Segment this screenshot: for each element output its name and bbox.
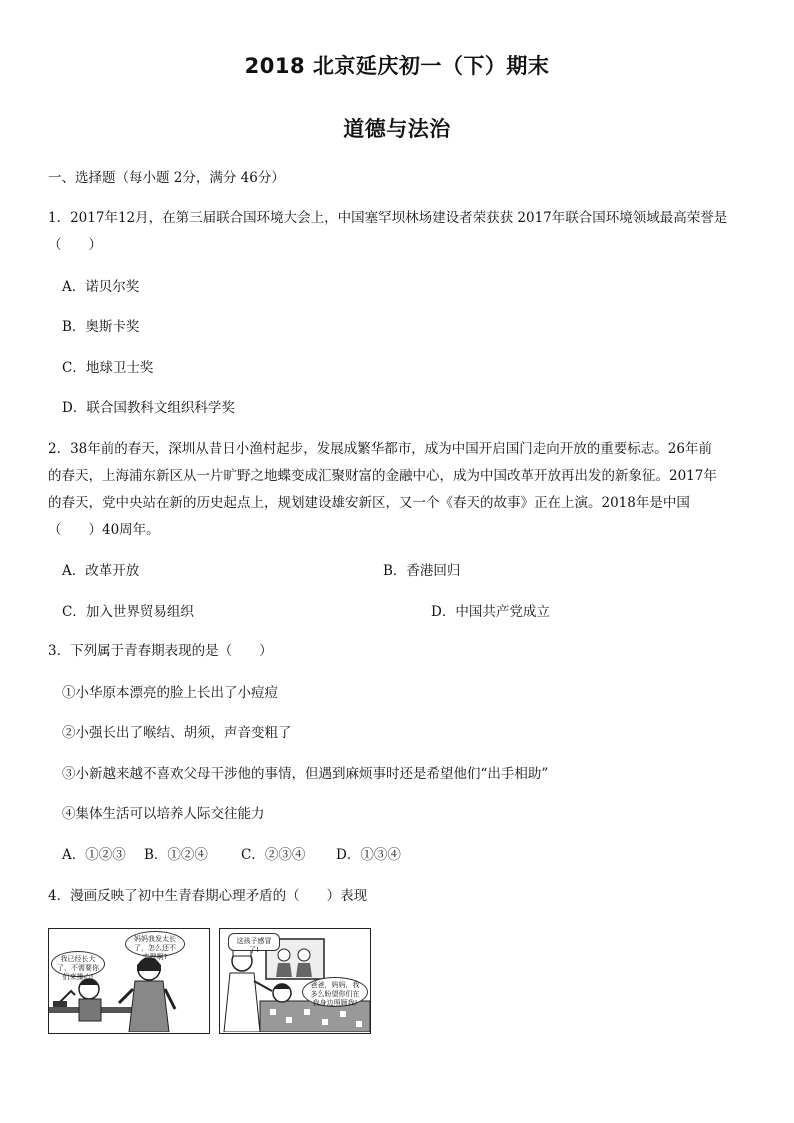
q2-stem-line-3: 的春天，党中央站在新的历史起点上，规划建设雄安新区，又一个《春天的故事》正在上演。2018年是中国 <box>48 495 690 511</box>
q2-stem-line-4: （ ）40周年。 <box>48 522 160 538</box>
q3-option-a: A．①②③ <box>62 847 126 863</box>
q1-option-b: B．奥斯卡奖 <box>62 319 140 335</box>
cartoon-right-bubble-b: 爸爸，妈妈，我多么盼望你们在我身边照顾我! <box>302 977 368 1007</box>
q3-item-4: ④集体生活可以培养人际交往能力 <box>62 806 265 822</box>
q4-stem: 4．漫画反映了初中生青春期心理矛盾的（ ）表现 <box>48 888 368 904</box>
q2-option-b: B．香港回归 <box>383 563 461 579</box>
cartoon-left-bubble-a: 我已经长大了，不需要你们来操心! <box>51 951 105 977</box>
cartoon-panel-right <box>219 928 371 1034</box>
cartoon-left-bubble-b: 妈妈我发太长了，怎么还不去理啊? <box>125 931 185 957</box>
q3-stem: 3．下列属于青春期表现的是（ ） <box>48 643 273 659</box>
q3-item-3: ③小新越来越不喜欢父母干涉他的事情，但遇到麻烦事时还是希望他们“出手相助” <box>62 766 549 782</box>
section-heading: 一、选择题（每小题 2分，满分 46分） <box>48 170 285 186</box>
exam-title: 2018 北京延庆初一（下）期末 <box>244 54 550 78</box>
q2-stem-line-1: 2．38年前的春天，深圳从昔日小渔村起步，发展成繁华都市，成为中国开启国门走向开放的重要标志。26年前 <box>48 441 712 457</box>
cartoon-panel-left <box>48 928 210 1034</box>
q1-option-d: D．联合国教科文组织科学奖 <box>62 400 235 416</box>
q3-item-2: ②小强长出了喉结、胡须，声音变粗了 <box>62 725 292 741</box>
q3-option-c: C．②③④ <box>241 847 306 863</box>
q2-option-d: D．中国共产党成立 <box>431 604 550 620</box>
cartoon-right-bubble-a: 这孩子感冒了! <box>228 933 280 951</box>
q2-option-a: A．改革开放 <box>62 563 140 579</box>
q1-stem-line-1: 1．2017年12月，在第三届联合国环境大会上，中国塞罕坝林场建设者荣获获 2017年联合国环境领域最高荣誉是 <box>48 210 728 226</box>
q1-option-c: C．地球卫士奖 <box>62 360 154 376</box>
subject-title: 道德与法治 <box>343 117 451 141</box>
q1-option-a: A．诺贝尔奖 <box>62 279 140 295</box>
q2-option-c: C．加入世界贸易组织 <box>62 604 194 620</box>
q2-stem-line-2: 的春天，上海浦东新区从一片旷野之地蝶变成汇聚财富的金融中心，成为中国改革开放再出发的新象征。2017年 <box>48 468 717 484</box>
q3-item-1: ①小华原本漂亮的脸上长出了小痘痘 <box>62 685 278 701</box>
q1-stem-line-2: （ ） <box>48 237 102 253</box>
q3-option-d: D．①③④ <box>336 847 401 863</box>
q3-option-b: B．①②④ <box>144 847 208 863</box>
